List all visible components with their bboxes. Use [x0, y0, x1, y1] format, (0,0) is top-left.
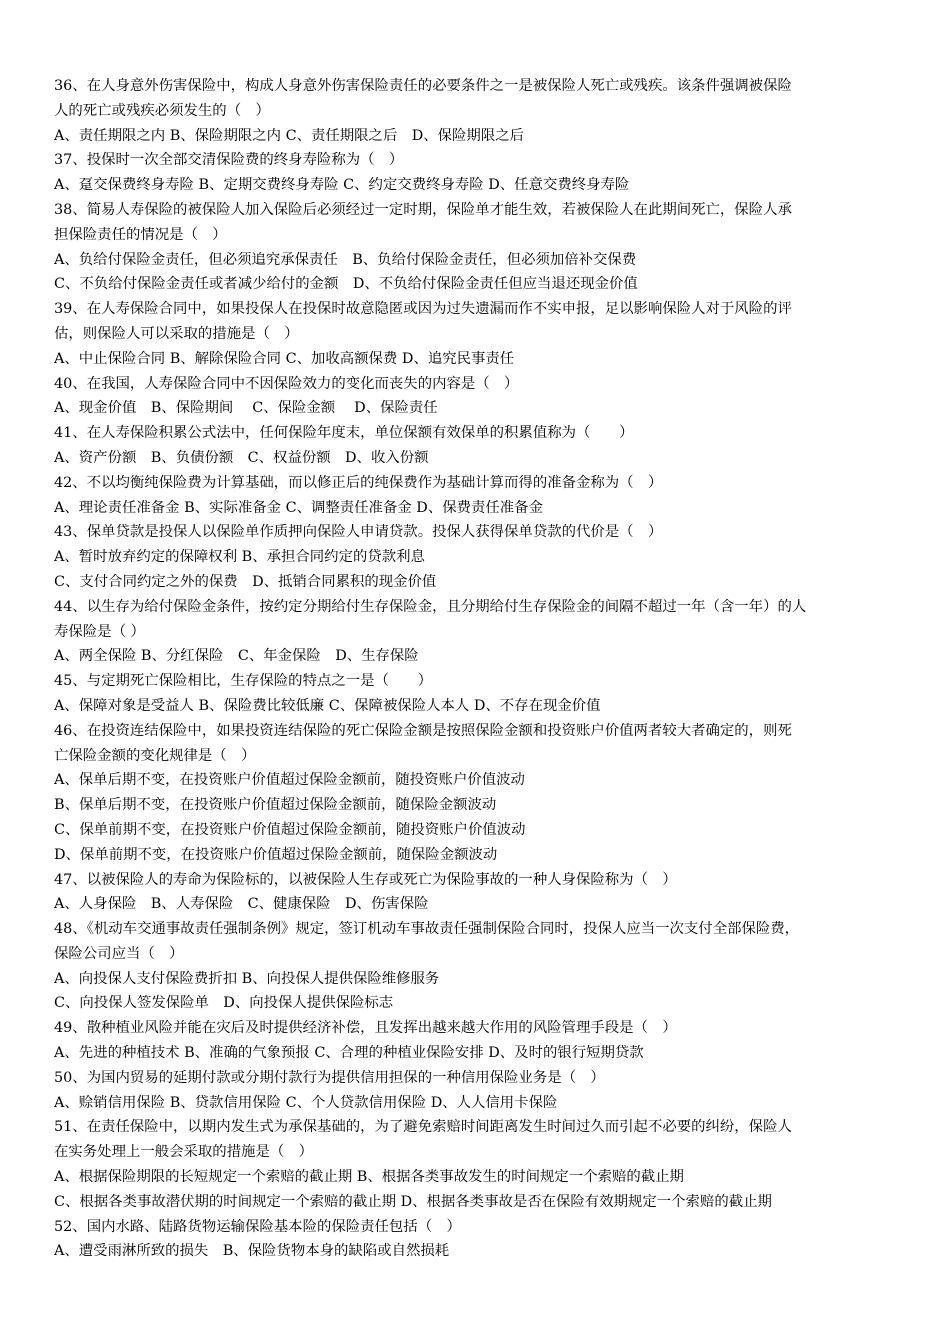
text-line: A、暂时放弃约定的保障权利 B、承担合同约定的贷款利息: [54, 549, 425, 566]
text-line: A、保障对象是受益人 B、保险费比较低廉 C、保障被保险人本人 D、不存在现金价值: [54, 697, 601, 714]
text-line: 估，则保险人可以采取的措施是（ ）: [54, 325, 299, 342]
text-line: A、先进的种植技术 B、准确的气象预报 C、合理的种植业保险安排 D、及时的银行短期贷款: [54, 1045, 644, 1062]
text-line: 寿保险是（ ）: [54, 623, 145, 640]
text-line: A、现金价值 B、保险期间 C、保险金额 D、保险责任: [54, 400, 438, 417]
text-line: 37、投保时一次全部交清保险费的终身寿险称为（ ）: [54, 152, 404, 169]
text-line: A、赊销信用保险 B、贷款信用保险 C、个人贷款信用保险 D、人人信用卡保险: [54, 1094, 558, 1111]
text-line: 48、《机动车交通事故责任强制条例》规定，签订机动车事故责任强制保险合同时，投保人应当一次支付全部保险费，: [54, 921, 800, 938]
text-line: 保险公司应当（ ）: [54, 945, 184, 962]
text-line: A、保单后期不变，在投资账户价值超过保险金额前，随投资账户价值波动: [54, 772, 525, 789]
text-line: A、人身保险 B、人寿保险 C、健康保险 D、伤害保险: [54, 896, 429, 913]
text-line: C、向投保人签发保险单 D、向投保人提供保险标志: [54, 995, 394, 1012]
text-line: 40、在我国，人寿保险合同中不因保险效力的变化而丧失的内容是（ ）: [54, 375, 519, 392]
text-line: C、不负给付保险金责任或者减少给付的金额 D、不负给付保险金责任但应当退还现金价值: [54, 276, 638, 293]
text-line: 45、与定期死亡保险相比，生存保险的特点之一是（ ）: [54, 673, 433, 690]
text-line: 49、散种植业风险并能在灾后及时提供经济补偿，且发挥出越来越大作用的风险管理手段是（ ）: [54, 1020, 677, 1037]
text-line: A、根据保险期限的长短规定一个索赔的截止期 B、根据各类事故发生的时间规定一个索赔的截止期: [54, 1169, 684, 1186]
text-line: A、负给付保险金责任，但必须追究承保责任 B、负给付保险金责任，但必须加倍补交保费: [54, 251, 637, 268]
text-line: A、趸交保费终身寿险 B、定期交费终身寿险 C、约定交费终身寿险 D、任意交费终身寿险: [54, 177, 630, 194]
text-line: 担保险责任的情况是（ ）: [54, 226, 227, 243]
text-line: 人的死亡或残疾必须发生的（ ）: [54, 102, 270, 119]
text-line: 39、在人寿保险合同中，如果投保人在投保时故意隐匿或因为过失遗漏而作不实申报，足以影响保险人对于风险的评: [54, 301, 792, 318]
text-line: 44、以生存为给付保险金条件，按约定分期给付生存保险金，且分期给付生存保险金的间隔不超过一年（含一年）的人: [54, 598, 807, 615]
text-line: 47、以被保险人的寿命为保险标的，以被保险人生存或死亡为保险事故的一种人身保险称为（ ）: [54, 871, 677, 888]
text-line: A、遭受雨淋所致的损失 B、保险货物本身的缺陷或自然损耗: [54, 1243, 450, 1260]
text-line: 亡保险金额的变化规律是（ ）: [54, 747, 256, 764]
text-line: 38、简易人寿保险的被保险人加入保险后必须经过一定时期，保险单才能生效，若被保险人在此期间死亡，保险人承: [54, 201, 792, 218]
text-line: 51、在责任保险中，以期内发生式为承保基础的，为了避免索赔时间距离发生时间过久而引起不必要的纠纷，保险人: [54, 1119, 792, 1136]
text-line: D、保单前期不变，在投资账户价值超过保险金额前，随保险金额波动: [54, 846, 498, 863]
text-line: 46、在投资连结保险中，如果投资连结保险的死亡保险金额是按照保险金额和投资账户价值两者较大者确定的，则死: [54, 722, 792, 739]
text-line: A、责任期限之内 B、保险期限之内 C、责任期限之后 D、保险期限之后: [54, 127, 524, 144]
text-line: 50、为国内贸易的延期付款或分期付款行为提供信用担保的一种信用保险业务是（ ）: [54, 1069, 605, 1086]
text-line: A、两全保险 B、分红保险 C、年金保险 D、生存保险: [54, 648, 419, 665]
text-line: 42、不以均衡纯保险费为计算基础，而以修正后的纯保费作为基础计算而得的准备金称为（ ）: [54, 474, 663, 491]
text-line: A、中止保险合同 B、解除保险合同 C、加收高额保费 D、追究民事责任: [54, 350, 515, 367]
text-line: 在实务处理上一般会采取的措施是（ ）: [54, 1144, 314, 1161]
text-line: 52、国内水路、陆路货物运输保险基本险的保险责任包括（ ）: [54, 1218, 461, 1235]
text-line: C、根据各类事故潜伏期的时间规定一个索赔的截止期 D、根据各类事故是否在保险有效期规定一个索赔的截止期: [54, 1193, 772, 1210]
text-line: 43、保单贷款是投保人以保险单作质押向保险人申请贷款。投保人获得保单贷款的代价是（ ）: [54, 524, 663, 541]
text-line: A、资产份额 B、负债份额 C、权益份额 D、收入份额: [54, 449, 429, 466]
text-line: A、理论责任准备金 B、实际准备金 C、调整责任准备金 D、保费责任准备金: [54, 499, 543, 516]
text-line: C、保单前期不变，在投资账户价值超过保险金额前，随投资账户价值波动: [54, 821, 526, 838]
text-line: B、保单后期不变，在投资账户价值超过保险金额前，随保险金额波动: [54, 797, 497, 814]
text-line: 41、在人寿保险积累公式法中，任何保险年度末，单位保额有效保单的积累值称为（ ）: [54, 425, 634, 442]
text-line: A、向投保人支付保险费折扣 B、向投保人提供保险维修服务: [54, 970, 440, 987]
text-line: 36、在人身意外伤害保险中，构成人身意外伤害保险责任的必要条件之一是被保险人死亡或残疾。该条件强调被保险: [54, 78, 792, 94]
text-line: C、支付合同约定之外的保费 D、抵销合同累积的现金价值: [54, 573, 437, 590]
